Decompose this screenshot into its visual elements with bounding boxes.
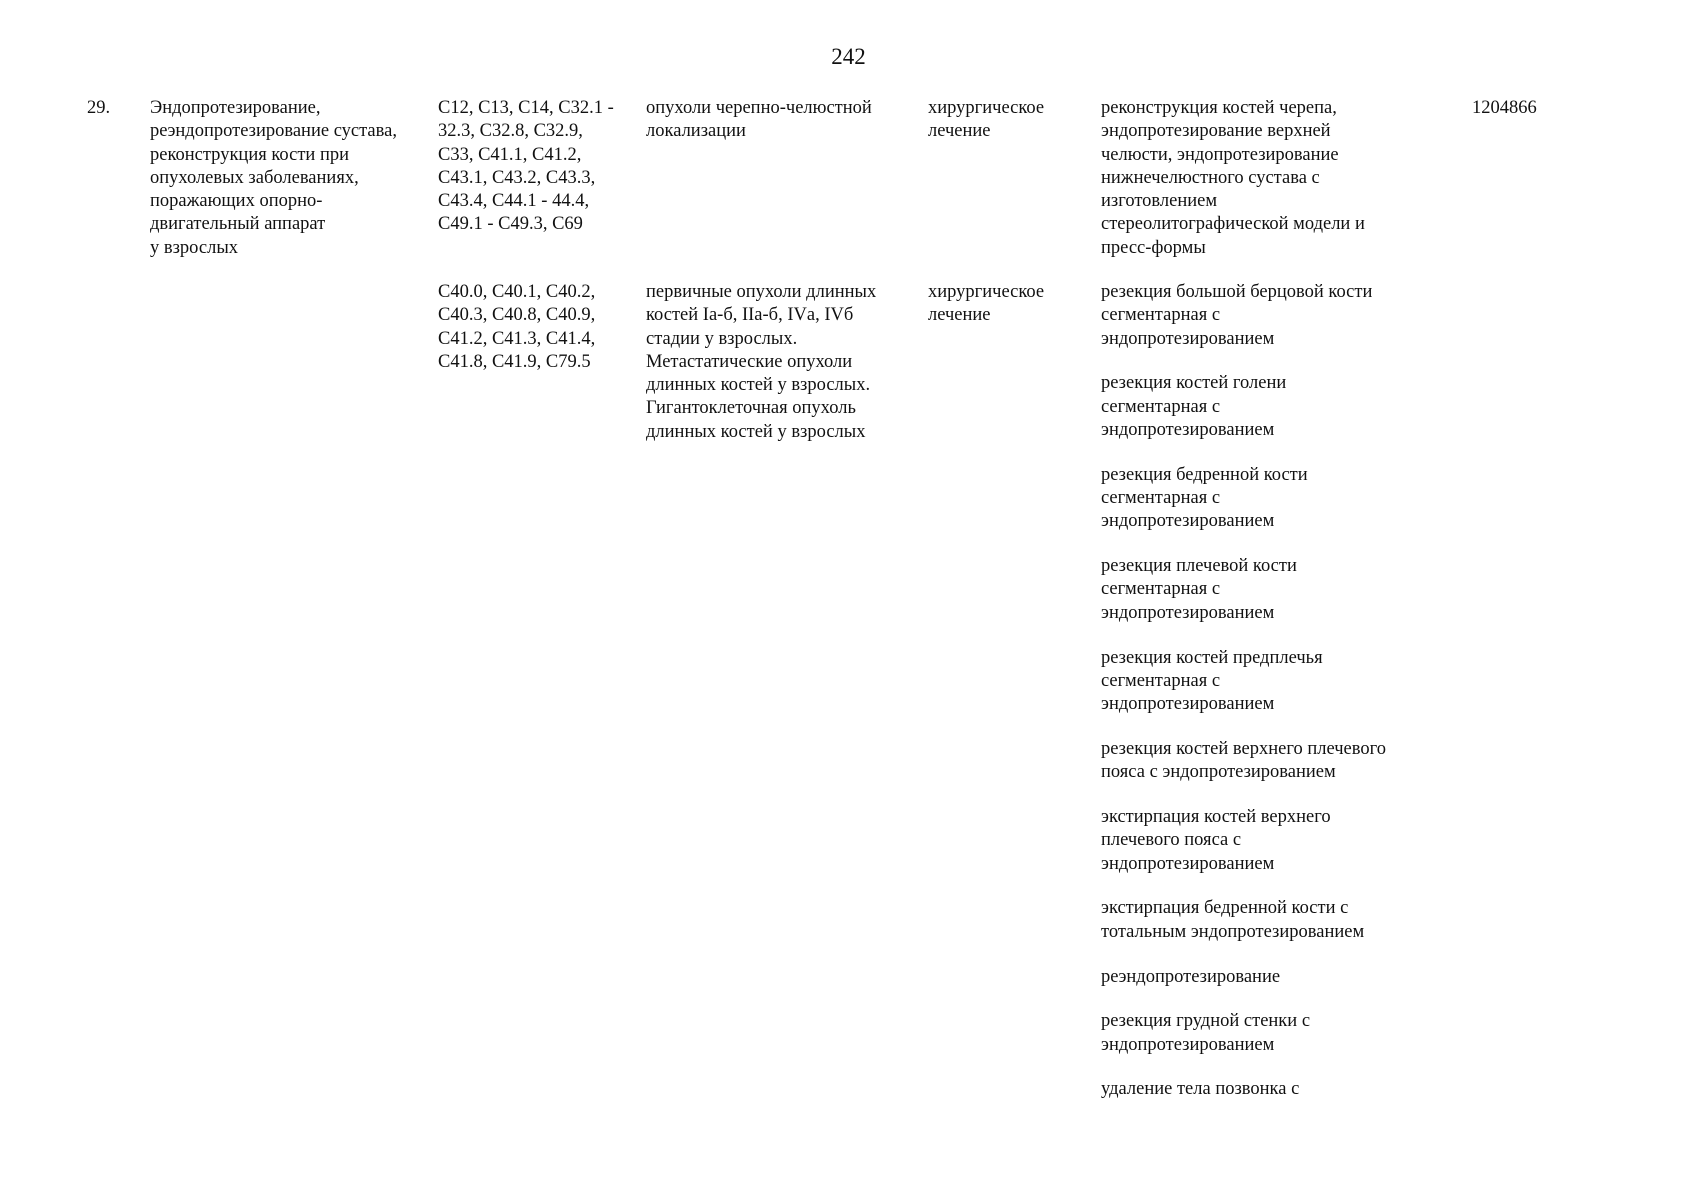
cost-value: 1204866	[1472, 98, 1537, 118]
treatment-method-item: резекция плечевой кости сегментарная с эндопротезированием	[1101, 556, 1297, 623]
icd-codes: C12, C13, C14, C32.1 - 32.3, C32.8, C32.9, C33, C41.1, C41.2, C43.1, C43.2, C43.3, C43.4, C44.1 - 44.4, C49.1 - C49.3, C69	[438, 98, 614, 235]
treatment-method-item: экстирпация костей верхнего плечевого пояса с эндопротезированием	[1101, 807, 1331, 874]
treatment-method: реконструкция костей черепа, эндопротезирование верхней челюсти, эндопротезирование нижнечелюстного сустава с изготовлением стереолитографической модели и пресс-формы	[1101, 98, 1365, 258]
treatment-method-item: резекция костей голени сегментарная с эндопротезированием	[1101, 373, 1287, 440]
treatment-method-item: резекция костей верхнего плечевого пояса с эндопротезированием	[1101, 738, 1387, 783]
treatment-method-item: резекция костей предплечья сегментарная с эндопротезированием	[1101, 647, 1323, 715]
treatment-method-item: резекция бедренной кости сегментарная с эндопротезированием	[1101, 464, 1308, 532]
treatment-method-item: экстирпация бедренной кости с тотальным эндопротезированием	[1101, 898, 1365, 942]
patient-model: первичные опухоли длинных костей Iа-б, IIа-б, IVа, IVб стадии у взрослых. Метастатические опухоли длинных костей у взрослых. Гигантоклеточная опухоль длинных костей у взрослых	[646, 282, 877, 442]
treatment-method-item: резекция большой берцовой кости сегментарная с эндопротезированием	[1101, 282, 1373, 349]
page-number: 242	[831, 44, 866, 69]
treatment-type: хирургическое лечение	[928, 98, 1045, 142]
treatment-method-item: резекция грудной стенки с эндопротезированием	[1101, 1011, 1311, 1055]
row-number: 29.	[87, 98, 111, 118]
treatment-type: хирургическое лечение	[928, 282, 1045, 326]
icd-codes: C40.0, C40.1, C40.2, C40.3, C40.8, C40.9, C41.2, C41.3, C41.4, C41.8, C41.9, C79.5	[438, 282, 596, 372]
patient-model: опухоли черепно-челюстной локализации	[646, 98, 872, 142]
treatment-method-item: реэндопротезирование	[1101, 966, 1281, 987]
treatment-method-list	[1101, 281, 1431, 1123]
procedure-group-name: Эндопротезирование, реэндопротезирование сустава, реконструкция кости при опухолевых заболеваниях, поражающих опорно- двигательный аппарат у взрослых	[150, 98, 397, 258]
treatment-method-item: удаление тела позвонка с	[1101, 1079, 1300, 1100]
